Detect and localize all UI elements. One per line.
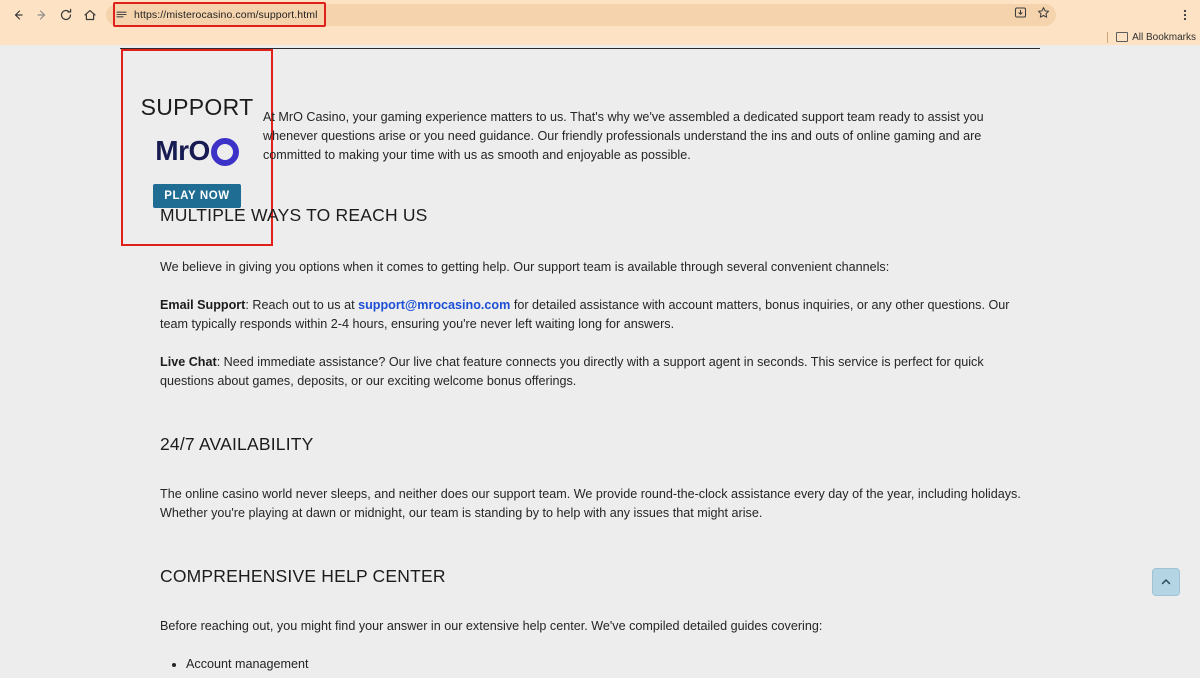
play-now-button[interactable]: PLAY NOW: [153, 184, 241, 208]
forward-button[interactable]: [30, 3, 54, 27]
url-text[interactable]: https://misterocasino.com/support.html: [134, 8, 318, 21]
email-support-label: Email Support: [160, 297, 246, 312]
star-icon[interactable]: [1037, 6, 1050, 24]
email-support-paragraph: [160, 296, 1035, 335]
home-button[interactable]: [78, 3, 102, 27]
help-center-paragraph: Before reaching out, you might find your answer in our extensive help center. We've compiled detailed guides covering:: [160, 618, 823, 633]
email-support-pre: : Reach out to us at: [245, 297, 359, 312]
section-heading-availability: 24/7 AVAILABILITY: [160, 433, 314, 454]
page-title: SUPPORT: [140, 94, 254, 120]
bookmarks-separator: [1107, 32, 1108, 43]
logo-text: MrO: [155, 135, 210, 166]
folder-icon: [1116, 32, 1128, 42]
back-to-top-button[interactable]: [1152, 568, 1180, 596]
article-body: [160, 205, 1035, 678]
spacer: [160, 542, 1035, 566]
omnibox-actions: [1014, 4, 1050, 26]
install-app-icon[interactable]: [1014, 6, 1027, 24]
email-support-link[interactable]: support@mrocasino.com: [358, 297, 511, 312]
spacer: [160, 410, 1035, 434]
bookmarks-bar: [0, 29, 1200, 45]
help-topics-list: [160, 654, 1035, 674]
omnibox-container: [106, 3, 1166, 27]
all-bookmarks-label: All Bookmarks: [1132, 31, 1196, 43]
reach-us-lead: We believe in giving you options when it comes to getting help. Our support team is available through several convenient channels:: [160, 260, 890, 274]
o-ring-logo-icon: [211, 138, 239, 166]
live-chat-label: Live Chat: [160, 354, 217, 369]
address-bar[interactable]: [106, 4, 1056, 26]
site-info-icon[interactable]: [114, 8, 128, 22]
email-support-post: for detailed assistance with account matters, bonus inquiries, or any other questions. Our team typically responds within 2-4 hours, ensuring you're never left waiting long for answers.: [160, 297, 1010, 331]
page-top-divider: [120, 48, 1040, 49]
section-heading-help-center: COMPREHENSIVE HELP CENTER: [160, 565, 446, 586]
page-viewport: [0, 45, 1200, 671]
intro-paragraph: At MrO Casino, your gaming experience matters to us. That's why we've assembled a dedicated support team ready to assist you whenever questions arise or you need guidance. Our friendly professionals understand the ins and outs of online gaming and are committed to making your time with us as smooth and enjoyable as possible.: [263, 109, 984, 162]
live-chat-paragraph: [160, 353, 1035, 392]
live-chat-text: : Need immediate assistance? Our live chat feature connects you directly with a support agent in seconds. This service is perfect for quick questions about games, deposits, or our exciting welcome bonus offerings.: [160, 354, 984, 388]
browser-toolbar: [0, 0, 1200, 29]
availability-paragraph: The online casino world never sleeps, and neither does our support team. We provide round-the-clock assistance every day of the year, including holidays. Whether you're playing at dawn or midnight, our team is standing by to help with any issues that might arise.: [160, 486, 1021, 520]
chrome-menu-button[interactable]: [1174, 3, 1196, 27]
list-item: • Account management: [186, 654, 1035, 674]
site-logo: [122, 137, 272, 165]
back-button[interactable]: [6, 3, 30, 27]
chevron-up-icon: [1160, 576, 1172, 588]
section-heading-reach-us: MULTIPLE WAYS TO REACH US: [160, 205, 428, 225]
all-bookmarks-button[interactable]: [1116, 32, 1196, 43]
browser-chrome: [0, 0, 1200, 45]
reload-button[interactable]: [54, 3, 78, 27]
